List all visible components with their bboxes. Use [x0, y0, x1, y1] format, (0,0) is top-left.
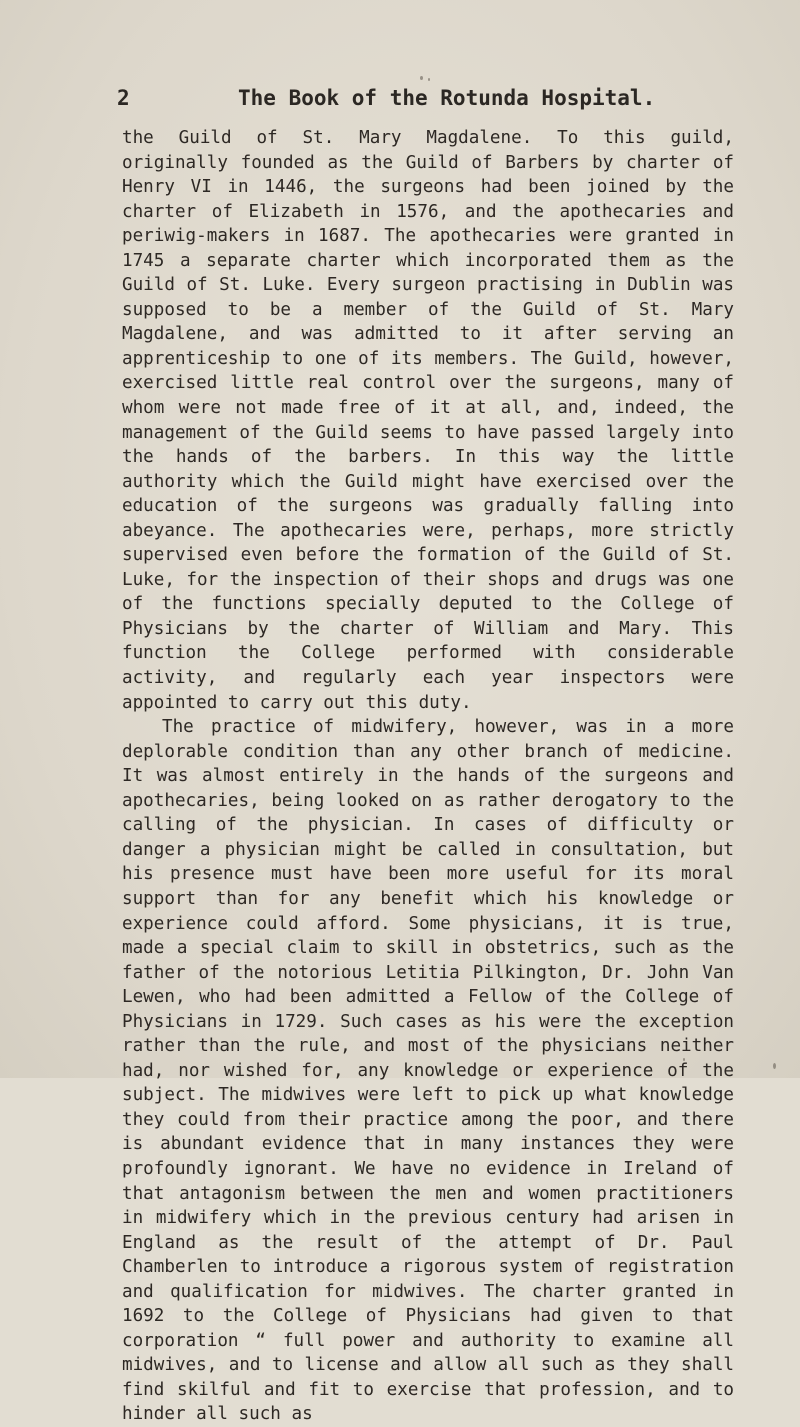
paragraph-continued: the Guild of St. Mary Magdalene. To this guild, originally founded as the Guild of Barbers by charter of Henry VI in 1446, the surgeons had been joined by the charter of Elizabeth in 1576, and the apothecaries and periwig-makers in 1687. The apothecaries were granted in 1745 a separate charter which incorporated them as the Guild of St. Luke. Every surgeon practising in Dublin was supposed to be a member of the Guild of St. Mary Magdalene, and was admitted to it after serving an apprenticeship to one of its members. The Guild, however, exercised little real control over the surgeons, many of whom were not made free of it at all, and, indeed, the management of the Guild seems to have passed largely into the hands of the barbers. In this way the little authority which the Guild might have exercised over the education of the surgeons was gradually falling into abeyance. The apothecaries were, perhaps, more strictly supervised even before the formation of the Guild of St. Luke, for the inspection of their shops and drugs was one of the functions specially deputed to the College of Physicians by the charter of William and Mary. This function the College performed with considerable activity, and regularly each year inspectors were appointed to carry out this duty.: [122, 128, 734, 713]
body-text: [122, 126, 734, 1427]
page-number: 2: [117, 86, 130, 110]
running-title: The Book of the Rotunda Hospital.: [238, 86, 656, 110]
paper-speck: [428, 78, 430, 81]
paper-speck: [420, 76, 423, 80]
page-header: [0, 86, 800, 120]
paragraph-midwifery: The practice of midwifery, however, was in a more deplorable condition than any other branch of medicine. It was almost entirely in the hands of the surgeons and apothecaries, being looked on as rather derogatory to the calling of the physician. In cases of difficulty or danger a physician might be called in consultation, but his presence must have been more useful for its moral support than for any benefit which his knowledge or experience could afford. Some physicians, it is true, made a special claim to skill in obstetrics, such as the father of the notorious Letitia Pilkington, Dr. John Van Lewen, who had been admitted a Fellow of the College of Physicians in 1729. Such cases as his were the exception rather than the rule, and most of the physicians neither had, nor wished for, any knowledge or experience of the subject. The midwives were left to pick up what knowledge they could from their practice among the poor, and there is abundant evidence that in many instances they were profoundly ignorant. We have no evidence in Ireland of that antagonism between the men and women practitioners in midwifery which in the previous century had arisen in England as the result of the attempt of Dr. Paul Chamberlen to introduce a rigorous system of registration and qualification for midwives. The charter granted in 1692 to the College of Physicians had given to that corporation “ full power and authority to examine all midwives, and to license and allow all such as they shall find skilful and fit to exercise that profession, and to hinder all such as: [122, 717, 734, 1425]
paper-speck: [683, 1058, 685, 1061]
paper-speck: [773, 1063, 776, 1069]
